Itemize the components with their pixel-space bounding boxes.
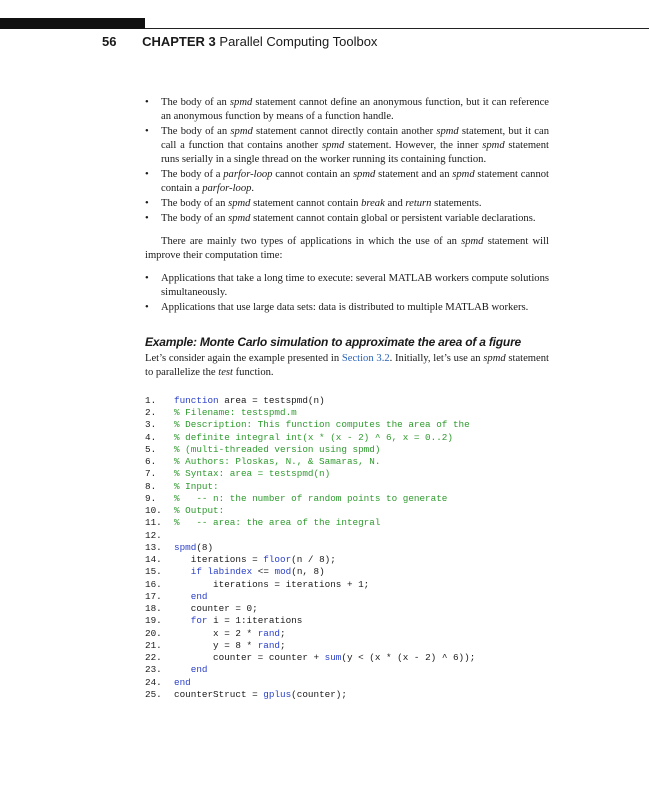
code-text: counterStruct = xyxy=(174,688,264,700)
line-number: 11. xyxy=(145,517,162,529)
text-run: statement cannot directly contain another xyxy=(252,125,437,137)
line-number: 5. xyxy=(145,443,157,455)
text-run: statement cannot contain a xyxy=(161,169,549,195)
italic-term: spmd xyxy=(436,125,459,137)
italic-term: spmd xyxy=(321,140,345,152)
bullet-icon: • xyxy=(145,212,149,224)
code-text: i = 1:iterations xyxy=(207,615,303,627)
italic-term: parfor-loop xyxy=(223,169,273,181)
text-run: Let’s consider again the example presented in xyxy=(145,352,342,364)
list-item xyxy=(145,272,549,300)
code-comment: % (multi-threaded version using spmd) xyxy=(174,443,381,455)
code-keyword: mod xyxy=(274,566,292,578)
code-line xyxy=(145,566,549,578)
bullet-icon: • xyxy=(145,125,149,137)
line-number: 21. xyxy=(145,639,162,651)
code-text: (counter); xyxy=(291,688,347,700)
code-line xyxy=(145,468,549,480)
code-text: iterations = iterations + 1; xyxy=(174,578,370,590)
section-link[interactable]: Section 3.2 xyxy=(341,352,390,364)
italic-term: break xyxy=(361,197,385,209)
code-line xyxy=(145,407,549,419)
text-run: The body of an xyxy=(161,197,229,209)
code-keyword: spmd xyxy=(174,541,197,553)
application-list xyxy=(145,272,549,315)
italic-term: spmd xyxy=(228,212,251,224)
text-run: There are mainly two types of applications in which the use of an xyxy=(161,235,462,247)
italic-term: spmd xyxy=(452,169,475,181)
text-run: statement cannot contain xyxy=(250,197,362,209)
code-text xyxy=(174,566,191,577)
line-number: 23. xyxy=(145,664,162,676)
code-line xyxy=(145,689,549,701)
code-text: iterations = xyxy=(174,554,264,566)
code-line xyxy=(145,419,549,431)
code-line xyxy=(145,444,549,456)
code-line xyxy=(145,664,549,676)
line-number: 20. xyxy=(145,627,162,639)
line-number: 17. xyxy=(145,590,162,602)
line-number: 19. xyxy=(145,615,162,627)
header-bar xyxy=(0,18,145,29)
bullet-icon: • xyxy=(145,197,149,209)
code-line xyxy=(145,579,549,591)
example-intro xyxy=(145,352,549,380)
running-header xyxy=(102,34,377,49)
italic-term: test xyxy=(218,366,233,378)
italic-term: spmd xyxy=(230,125,253,137)
text-run: function. xyxy=(232,366,274,378)
italic-term: return xyxy=(405,197,432,209)
italic-term: spmd xyxy=(461,235,484,247)
code-line xyxy=(145,603,549,615)
code-line xyxy=(145,456,549,468)
bullet-icon: • xyxy=(145,273,149,285)
code-comment: % Output: xyxy=(174,505,225,517)
code-comment: % -- n: the number of random points to generate xyxy=(174,492,448,504)
list-item xyxy=(145,197,549,211)
chapter-label: CHAPTER 3 xyxy=(142,34,216,49)
text-run: statement will improve their computation time: xyxy=(145,235,549,262)
line-number: 25. xyxy=(145,688,162,700)
code-comment: % Input: xyxy=(174,480,219,492)
code-comment: % Description: This function computes the area of the xyxy=(174,419,470,431)
code-comment: % Filename: testspmd.m xyxy=(174,407,297,419)
code-line xyxy=(145,395,549,407)
italic-term: spmd xyxy=(228,197,251,209)
code-line xyxy=(145,530,549,542)
bullet-icon: • xyxy=(145,97,149,108)
code-line xyxy=(145,432,549,444)
text-run: The body of an xyxy=(161,97,230,108)
code-text: (n, 8) xyxy=(291,566,325,578)
italic-term: spmd xyxy=(483,352,506,364)
list-item xyxy=(145,301,549,315)
code-text: (y < (x * (x - 2) ^ 6)); xyxy=(341,652,476,664)
text-run: statement runs serially in a single thread on the worker running its containing function. xyxy=(161,140,550,166)
code-keyword: end xyxy=(174,676,191,688)
line-number: 15. xyxy=(145,566,162,578)
line-number: 10. xyxy=(145,505,162,517)
code-keyword: for xyxy=(190,615,208,627)
line-number: 16. xyxy=(145,578,162,590)
code-keyword: rand xyxy=(257,639,281,651)
text-run: The body of an xyxy=(161,125,231,137)
line-number: 13. xyxy=(145,541,162,553)
code-line xyxy=(145,677,549,689)
code-line xyxy=(145,481,549,493)
body-paragraph xyxy=(145,235,549,263)
italic-term: parfor-loop xyxy=(202,183,252,195)
code-text: (8) xyxy=(196,541,214,553)
list-item xyxy=(145,125,549,168)
chapter-title: Parallel Computing Toolbox xyxy=(219,34,378,49)
text-run: The body of a xyxy=(161,169,224,181)
line-number: 14. xyxy=(145,554,162,566)
code-keyword: floor xyxy=(263,554,292,566)
code-text: area = testspmd(n) xyxy=(218,394,325,406)
code-text xyxy=(174,615,191,626)
example-heading: Example: Monte Carlo simulation to approximate the area of a figure xyxy=(145,335,522,350)
code-text xyxy=(174,591,191,602)
code-text: ; xyxy=(280,627,286,639)
text-run: statement, but it can call a function that contains another xyxy=(161,125,550,152)
text-run: statement cannot contain global or persistent variable declarations. xyxy=(250,212,536,224)
code-keyword: labindex xyxy=(207,566,253,578)
text-run: and xyxy=(384,197,406,209)
line-number: 18. xyxy=(145,603,162,615)
code-line xyxy=(145,517,549,529)
text-run: statement cannot define an anonymous function, but it can reference an anonymous function by means of a function handle. xyxy=(161,97,549,123)
line-number: 22. xyxy=(145,652,162,664)
italic-term: spmd xyxy=(229,97,253,108)
code-text: y = 8 * xyxy=(174,639,258,651)
code-keyword: function xyxy=(174,394,219,406)
line-number: 8. xyxy=(145,480,157,492)
code-line xyxy=(145,554,549,566)
code-line xyxy=(145,615,549,627)
code-comment: % Authors: Ploskas, N., & Samaras, N. xyxy=(174,456,381,468)
italic-term: spmd xyxy=(352,169,376,181)
code-text: x = 2 * xyxy=(174,627,258,639)
restriction-list xyxy=(145,96,549,226)
header-rule xyxy=(145,28,649,29)
code-text: counter = counter + xyxy=(174,652,325,664)
list-item xyxy=(145,96,549,124)
line-number: 4. xyxy=(145,431,157,443)
page-number: 56 xyxy=(102,34,117,49)
text-run: . Initially, let’s use an xyxy=(389,352,484,364)
code-text: counter = 0; xyxy=(174,603,258,615)
code-line xyxy=(145,591,549,603)
code-keyword: gplus xyxy=(263,688,292,700)
line-number: 9. xyxy=(145,492,157,504)
code-comment: % Syntax: area = testspmd(n) xyxy=(174,468,331,480)
code-keyword: end xyxy=(190,590,208,602)
code-text: ; xyxy=(280,639,286,651)
text-run: The body of an xyxy=(161,212,229,224)
code-keyword: rand xyxy=(257,627,281,639)
italic-term: spmd xyxy=(482,140,505,152)
code-text xyxy=(174,664,191,675)
text-run: statement and an xyxy=(375,169,453,181)
list-item xyxy=(145,212,549,226)
line-number: 7. xyxy=(145,468,157,480)
page-body xyxy=(145,96,549,701)
code-line xyxy=(145,493,549,505)
line-number: 2. xyxy=(145,407,157,419)
code-line xyxy=(145,505,549,517)
text-run: Applications that take a long time to execute: several MATLAB workers compute solutions simultaneously. xyxy=(161,273,549,299)
code-line xyxy=(145,652,549,664)
text-run: statement to parallelize the xyxy=(145,352,549,378)
code-comment: % definite integral int(x * (x - 2) ^ 6, x = 0..2) xyxy=(174,431,453,443)
line-number: 3. xyxy=(145,419,157,431)
code-line xyxy=(145,542,549,554)
text-run: . xyxy=(251,183,255,195)
line-number: 1. xyxy=(145,394,157,406)
line-number: 6. xyxy=(145,456,157,468)
code-line xyxy=(145,640,549,652)
code-comment: % -- area: the area of the integral xyxy=(174,517,381,529)
list-item xyxy=(145,168,549,196)
code-keyword: if xyxy=(190,566,202,578)
text-run: cannot contain an xyxy=(272,169,353,181)
text-run: statements. xyxy=(431,197,482,209)
code-keyword: sum xyxy=(324,652,342,664)
bullet-icon: • xyxy=(145,169,149,181)
code-listing xyxy=(145,395,549,701)
line-number: 24. xyxy=(145,676,162,688)
code-keyword: end xyxy=(190,664,208,676)
code-line xyxy=(145,628,549,640)
text-run: Applications that use large data sets: data is distributed to multiple MATLAB workers. xyxy=(161,302,529,314)
text-run: statement. However, the inner xyxy=(344,140,483,152)
bullet-icon: • xyxy=(145,302,149,314)
line-number: 12. xyxy=(145,529,162,541)
code-text: (n / 8); xyxy=(291,554,336,566)
code-text: <= xyxy=(252,566,275,578)
